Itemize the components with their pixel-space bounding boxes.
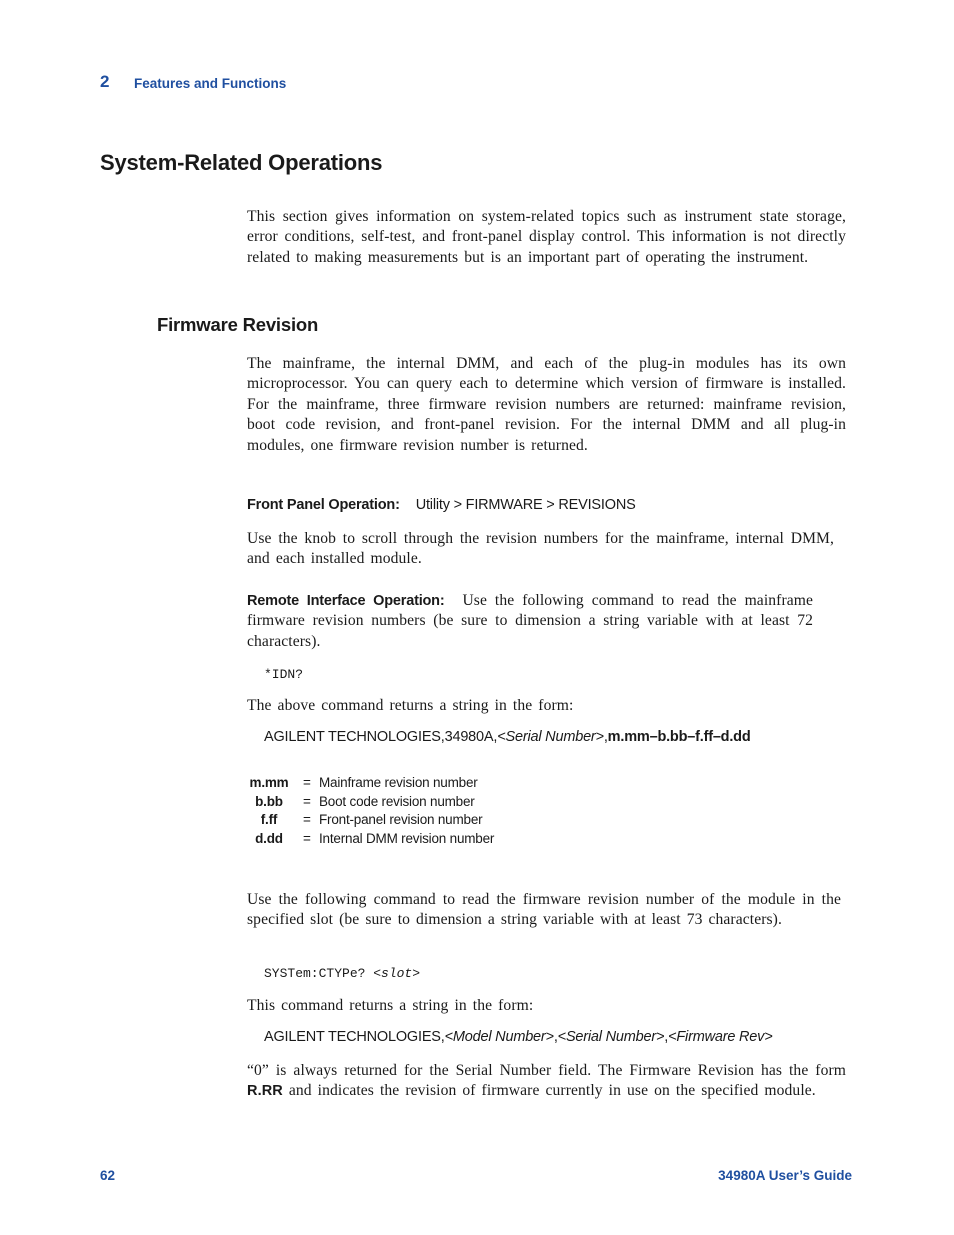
ctype-slot-arg: <slot> (373, 966, 421, 981)
ctype-command-text: SYSTem:CTYPe? (264, 966, 374, 981)
revision-legend (248, 775, 568, 855)
legend-key: m.mm (249, 775, 289, 790)
firmware-paragraph: The mainframe, the internal DMM, and each of the plug-in modules has its own microprocessor. You can query each to determine which version of firmware is installed. For the mainframe, three firmware revision numbers are returned: mainframe revision, boot code revision, and front-panel revision. For the internal DMM and all plug-in modules, one firmware revision number is returned. (247, 355, 846, 454)
legend-eq: = (303, 775, 311, 790)
final-format-bold: R.RR (247, 1083, 283, 1100)
front-panel-operation (247, 496, 636, 514)
intro-paragraph: This section gives information on system-related topics such as instrument state storage, error conditions, self-test, and front-panel display control. This information is not directly related to making measurements but is an important part of operating the instrument. (247, 208, 846, 266)
ctype-response-format (264, 1029, 773, 1045)
legend-eq: = (303, 812, 311, 827)
ctype-response-comma1: , (553, 1029, 558, 1045)
front-panel-path: Utility > FIRMWARE > REVISIONS (415, 497, 636, 513)
remote-text: Use the following command to read the mainframe firmware revision numbers (be sure to dimension a string variable with at least 72 characters). (247, 592, 814, 650)
remote-label: Remote Interface Operation: (247, 593, 445, 609)
final-text-a: “0” is always returned for the Serial Number field. The Firmware Revision has the form (247, 1062, 846, 1079)
remote-interface-paragraph (247, 591, 813, 652)
ctype-response-model: <Model Number> (444, 1029, 554, 1045)
legend-key: f.ff (260, 812, 278, 827)
response-comma: , (603, 729, 608, 745)
ctype-response-serial: <Serial Number> (557, 1029, 665, 1045)
ctype-response-firmware: <Firmware Rev> (668, 1029, 773, 1045)
final-paragraph (247, 1061, 846, 1102)
guide-title: 34980A User’s Guide (718, 1168, 852, 1183)
chapter-number: 2 (100, 72, 110, 91)
returns-text-1: The above command returns a string in the form: (247, 697, 574, 714)
legend-desc: Boot code revision number (319, 794, 475, 809)
legend-desc: Front-panel revision number (319, 812, 483, 827)
returns-text-2: This command returns a string in the form: (247, 997, 534, 1014)
legend-eq: = (303, 794, 311, 809)
idn-response-format (264, 729, 751, 745)
response-serial: <Serial Number> (497, 729, 604, 745)
page-number: 62 (100, 1168, 116, 1183)
subsection-title: Firmware Revision (157, 314, 319, 335)
legend-key: b.bb (255, 794, 283, 809)
legend-eq: = (303, 831, 311, 846)
legend-desc: Mainframe revision number (319, 775, 478, 790)
response-revisions: m.mm–b.bb–f.ff–d.dd (607, 729, 751, 745)
idn-command: *IDN? (264, 667, 304, 682)
ctype-response-comma2: , (664, 1029, 669, 1045)
final-text-b: and indicates the revision of firmware currently in use on the specified module. (282, 1082, 816, 1100)
chapter-title: Features and Functions (134, 76, 287, 91)
legend-desc: Internal DMM revision number (319, 831, 495, 846)
knob-paragraph: Use the knob to scroll through the revision numbers for the mainframe, internal DMM, and each installed module. (247, 530, 834, 568)
section-title: System-Related Operations (100, 150, 383, 175)
legend-key: d.dd (255, 831, 283, 846)
ctype-response-prefix: AGILENT TECHNOLOGIES, (264, 1029, 445, 1045)
front-panel-label: Front Panel Operation: (247, 497, 400, 513)
response-prefix: AGILENT TECHNOLOGIES,34980A, (264, 729, 498, 745)
ctype-command (264, 966, 420, 981)
module-paragraph: Use the following command to read the firmware revision number of the module in the specified slot (be sure to dimension a string variable with at least 73 characters). (247, 891, 841, 929)
